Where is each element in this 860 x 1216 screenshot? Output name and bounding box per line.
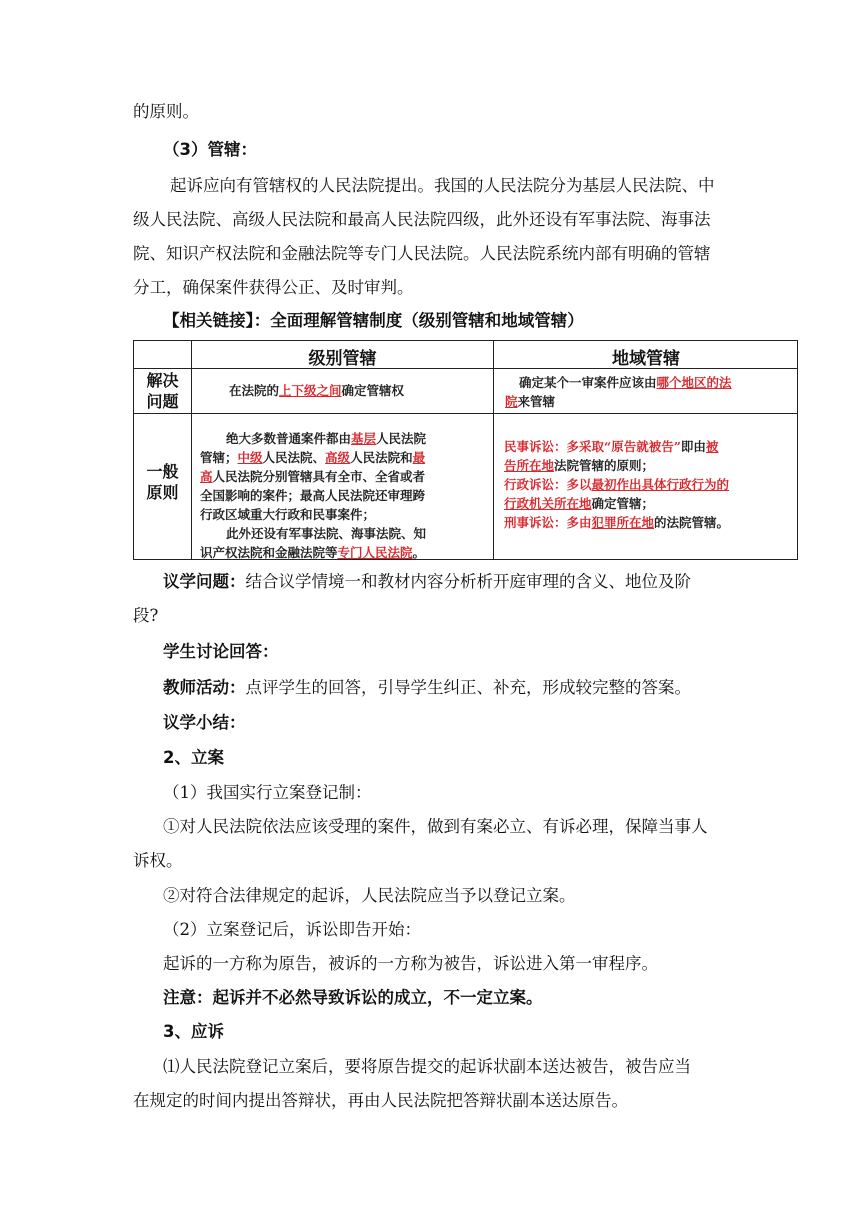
cell-level-principle: 绝大多数普通案件都由基层人民法院 管辖；中级人民法院、高级人民法院和最 高人民法院分别管辖具有全市、全省或者 全国影响的案件；最高人民法院还审理跨 行政区域重大行政和民事案件； 此外还设有军事法院、海事法院、知 识产权法院和金融法院等专门人民法院。 [200,431,427,560]
question-line: 议学问题：结合议学情境一和教材内容分析析开庭审理的含义、地位及阶 [163,572,691,591]
related-link-heading: 【相关链接】：全面理解管辖制度（级别管辖和地域管辖） [163,311,584,330]
summary-label: 议学小结： [163,713,246,732]
section-heading-jurisdiction: （3）管辖： [163,140,257,159]
discussion-label: 学生讨论回答： [163,642,279,661]
text-line: （1）我国实行立案登记制： [163,783,372,802]
row-label-problem: 解决 问题 [146,371,179,411]
paragraph-line: 院、知识产权法院和金融法院等专门人民法院。人民法院系统内部有明确的管辖 [133,244,711,263]
cell-territorial-problem: 确定某个一审案件应该由哪个地区的法 院来管辖 [505,375,732,409]
cell-territorial-principle: 民事诉讼：多采取“原告就被告”即由被 告所在地法院管辖的原则； 行政诉讼：多以最初作出具体行政行为的 行政机关所在地确定管辖； 刑事诉讼：多由犯罪所在地的法院管辖。 [504,439,730,530]
question-line-cont: 段? [133,606,159,625]
text-line: ②对符合法律规定的起诉，人民法院应当予以登记立案。 [163,886,576,905]
row-label-principle: 一般 原则 [146,462,179,502]
table-header-territorial: 地域管辖 [612,349,680,369]
section-heading-filing: 2、立案 [163,748,224,767]
note-line: 注意：起诉并不必然导致诉讼的成立，不一定立案。 [163,988,543,1007]
paragraph-line: 起诉应向有管辖权的人民法院提出。我国的人民法院分为基层人民法院、中 [170,176,715,195]
paragraph-line: 分工，确保案件获得公正、及时审判。 [133,278,414,297]
text-line: 诉权。 [133,851,183,870]
jurisdiction-table [133,340,798,560]
text-line: ①对人民法院依法应该受理的案件，做到有案必立、有诉必理，保障当事人 [163,817,708,836]
text-line: 在规定的时间内提出答辩状，再由人民法院把答辩状副本送达原告。 [133,1091,628,1110]
text-line: 起诉的一方称为原告，被诉的一方称为被告，诉讼进入第一审程序。 [163,954,658,973]
cell-level-problem: 在法院的上下级之间确定管辖权 [229,383,405,398]
table-header-level: 级别管辖 [308,349,377,369]
teacher-activity: 教师活动：点评学生的回答，引导学生纠正、补充，形成较完整的答案。 [163,678,691,697]
text-line: 的原则。 [133,102,199,121]
paragraph-line: 级人民法院、高级人民法院和最高人民法院四级，此外还设有军事法院、海事法 [133,210,711,229]
text-line: （2）立案登记后，诉讼即告开始： [163,920,421,939]
section-heading-response: 3、应诉 [163,1022,224,1041]
text-line: ⑴人民法院登记立案后，要将原告提交的起诉状副本送达被告，被告应当 [163,1057,691,1076]
